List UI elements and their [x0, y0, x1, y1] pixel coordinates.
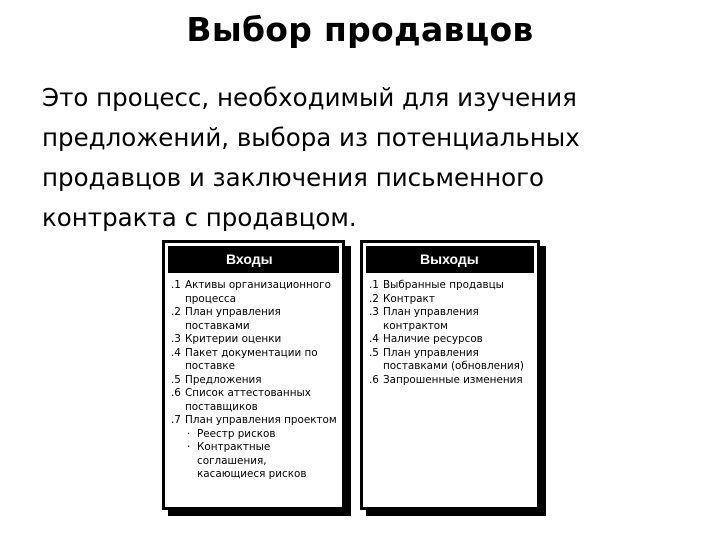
outputs-list	[363, 273, 537, 387]
outputs-item	[369, 279, 533, 293]
item-number: .3	[171, 333, 181, 345]
item-text: План управления проектом	[185, 414, 337, 426]
inputs-sublist	[185, 428, 338, 482]
bullet-icon: ·	[187, 441, 191, 453]
inputs-subitem	[187, 428, 338, 442]
item-text: Пакет документации по поставке	[185, 346, 318, 372]
subitem-text: Контрактные соглашения, касающиеся рисков	[197, 441, 307, 480]
inputs-item	[171, 414, 338, 482]
inputs-list	[165, 273, 342, 482]
inputs-subitem	[187, 441, 338, 482]
outputs-item	[369, 293, 533, 307]
page-title: Выбор продавцов	[186, 10, 534, 49]
item-number: .4	[369, 333, 379, 345]
outputs-panel	[360, 240, 540, 510]
item-text: Наличие ресурсов	[383, 333, 483, 345]
inputs-item	[171, 279, 338, 306]
item-number: .6	[369, 373, 379, 386]
item-number: .2	[369, 292, 379, 305]
inputs-panel	[162, 240, 345, 510]
item-number: .4	[171, 346, 181, 359]
item-text: Запрошенные изменения	[383, 373, 523, 386]
item-text: План управления поставками (обновления)	[383, 346, 524, 372]
inputs-item	[171, 306, 338, 333]
item-text: Критерии оценки	[185, 333, 282, 345]
item-number: .1	[171, 279, 181, 291]
item-text: План управления поставками	[185, 306, 281, 332]
item-text: План управления контрактом	[383, 306, 479, 332]
inputs-header: Входы	[168, 246, 339, 273]
item-number: .3	[369, 306, 379, 318]
outputs-item	[369, 333, 533, 347]
outputs-item	[369, 306, 533, 333]
item-number: .2	[171, 306, 181, 318]
outputs-item	[369, 347, 533, 374]
outputs-header: Выходы	[366, 246, 534, 273]
item-text: Выбранные продавцы	[383, 279, 504, 291]
item-text: Список аттестованных поставщиков	[185, 387, 311, 413]
item-number: .6	[171, 387, 181, 399]
inputs-item	[171, 347, 338, 374]
item-number: .5	[369, 346, 379, 359]
process-description: Это процесс, необходимый для изучения предложений, выбора из потенциальных продавцов и заключения письменного контракта с продавцом.	[42, 83, 580, 232]
item-number: .5	[171, 373, 181, 386]
inputs-item	[171, 387, 338, 414]
bullet-icon: ·	[187, 427, 191, 440]
item-text: Предложения	[185, 373, 262, 386]
item-number: .1	[369, 279, 379, 291]
inputs-item	[171, 333, 338, 347]
item-number: .7	[171, 414, 181, 426]
outputs-item	[369, 374, 533, 388]
item-text: Активы организационного процесса	[185, 279, 331, 305]
subitem-text: Реестр рисков	[197, 427, 276, 440]
inputs-item	[171, 374, 338, 388]
item-text: Контракт	[383, 292, 435, 305]
